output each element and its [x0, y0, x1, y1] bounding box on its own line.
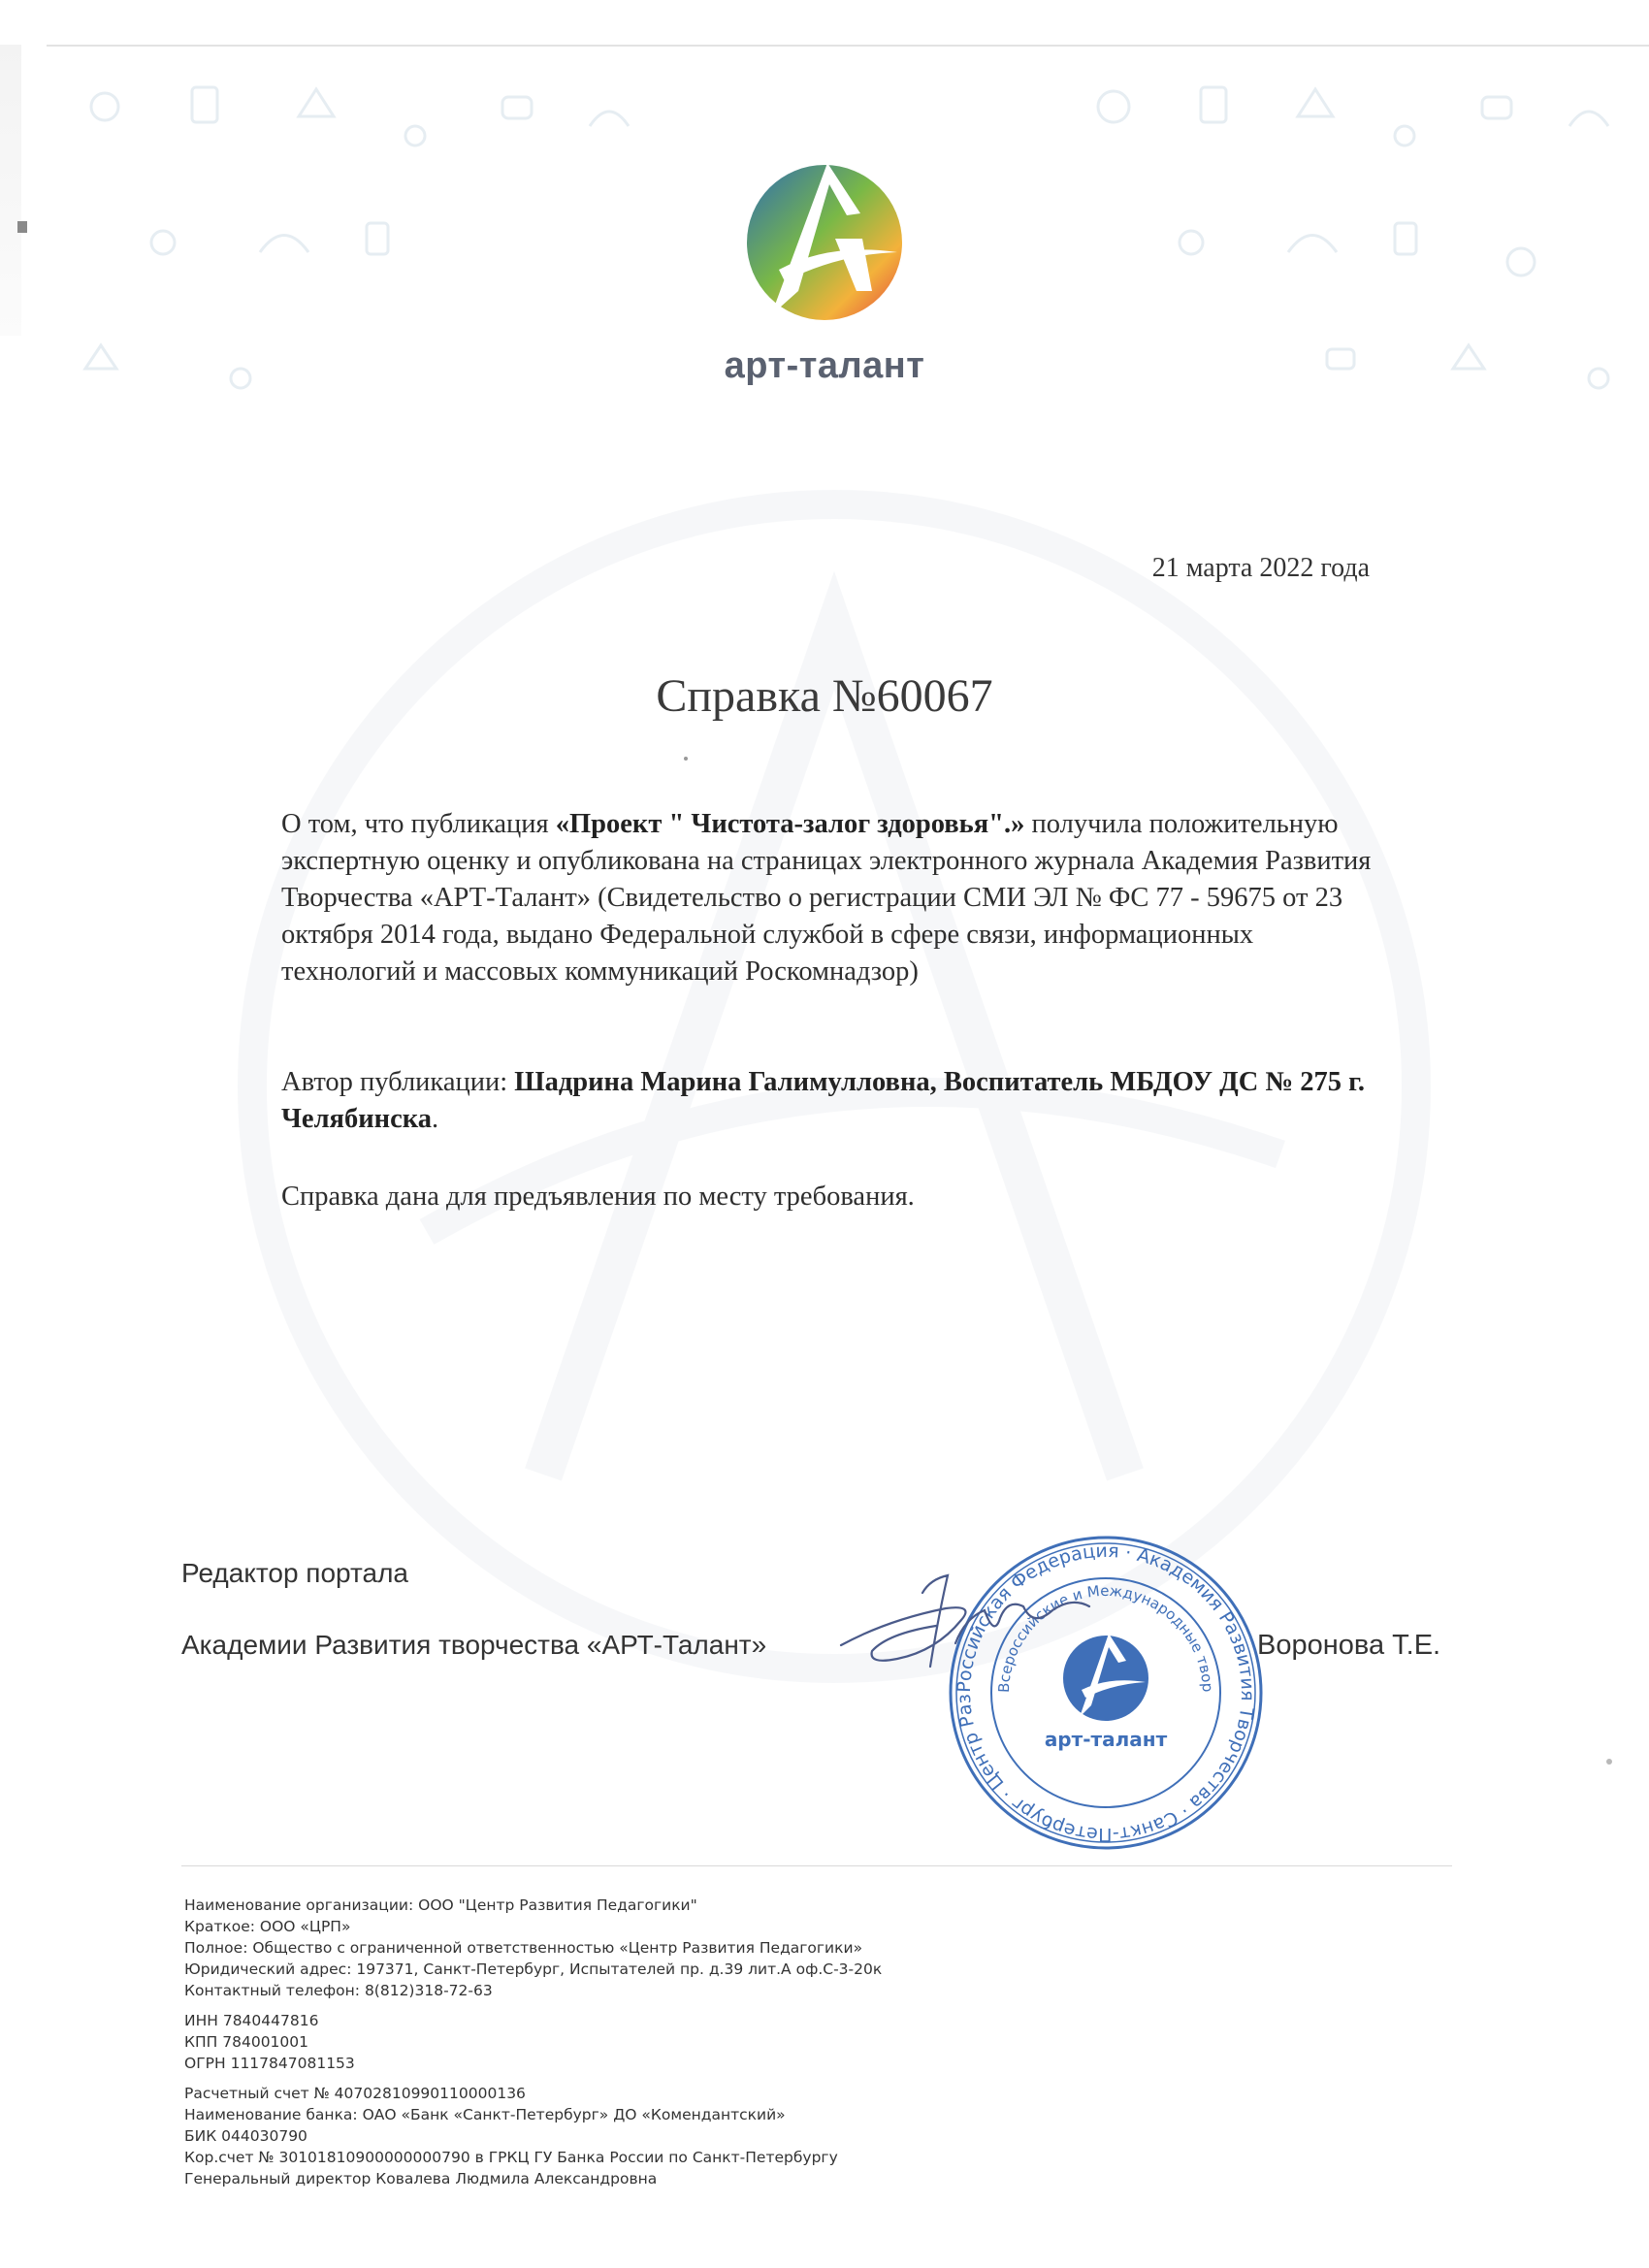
paragraph-text: О том, что публикация [281, 809, 556, 839]
document-date: 21 марта 2022 года [1151, 553, 1370, 583]
publication-title: «Проект " Чистота-залог здоровья".» [555, 809, 1025, 839]
company-requisites [184, 1895, 1348, 2189]
author-end: . [431, 1104, 439, 1134]
scan-top-edge [47, 45, 1649, 47]
art-talant-logo [742, 146, 907, 330]
footer-line: БИК 044030790 [184, 2127, 307, 2145]
footer-line: Наименование банка: ОАО «Банк «Санкт-Петербург» ДО «Комендантский» [184, 2106, 786, 2123]
paragraph-purpose: Справка дана для предъявления по месту требования. [281, 1182, 915, 1212]
paragraph-text: получила положительную экспертную оценку и опубликована на страницах электронного журнала Академия Развития Творчества «АРТ-Талант» (Свидетельство о регистрации СМИ ЭЛ № ФС 77 - 59675 от 23 октября 2014 года, выдано Федеральной службой в сфере связи, информационных технологий и массовых коммуникаций Роскомнадзор) [281, 809, 1372, 987]
footer-line: Юридический адрес: 197371, Санкт-Петербург, Испытателей пр. д.39 лит.А оф.С-3-20к [184, 1960, 883, 1978]
logo-wordmark: арт-талант [724, 345, 925, 386]
speck [684, 757, 688, 761]
footer-line: ИНН 7840447816 [184, 2012, 319, 2029]
author-label: Автор публикации: [281, 1067, 515, 1097]
handwritten-signature [829, 1550, 1111, 1705]
document-title: Справка №60067 [656, 670, 993, 722]
footer-line: Генеральный директор Ковалева Людмила Александровна [184, 2170, 658, 2187]
signer-organization: Академии Развития творчества «АРТ-Талант» [181, 1630, 767, 1660]
footer-line: Расчетный счет № 40702810990110000136 [184, 2085, 526, 2102]
footer-line: Наименование организации: ООО "Центр Развития Педагогики" [184, 1896, 697, 1914]
footer-line: ОГРН 1117847081153 [184, 2055, 355, 2072]
footer-line: КПП 784001001 [184, 2033, 308, 2051]
footer-divider [181, 1865, 1452, 1866]
stamp-inner-text: Всероссийские и Международные твор [994, 1581, 1217, 1694]
signer-role: Редактор портала [181, 1558, 408, 1588]
footer-line: Краткое: ООО «ЦРП» [184, 1918, 351, 1935]
speck [1606, 1759, 1612, 1765]
scan-left-shadow [0, 45, 21, 336]
signer-name: Воронова Т.Е. [1257, 1630, 1441, 1661]
stamp-logo-word: арт-талант [1044, 1728, 1168, 1751]
stamp-outer-text: Российская Федерация · Академия Развития Творчества · Санкт-Петербург · Центр Раз [953, 1539, 1259, 1846]
footer-line: Контактный телефон: 8(812)318-72-63 [184, 1982, 493, 1999]
scan-mark [17, 221, 27, 233]
paragraph-author [281, 1064, 1377, 1138]
footer-line: Кор.счет № 30101810900000000790 в ГРКЦ ГУ Банка России по Санкт-Петербургу [184, 2149, 838, 2166]
author-name: Шадрина Марина Галимулловна, Воспитатель МБДОУ ДС № 275 г. Челябинска [281, 1067, 1365, 1134]
paragraph-publication [281, 806, 1377, 990]
footer-line: Полное: Общество с ограниченной ответственностью «Центр Развития Педагогики» [184, 1939, 863, 1957]
